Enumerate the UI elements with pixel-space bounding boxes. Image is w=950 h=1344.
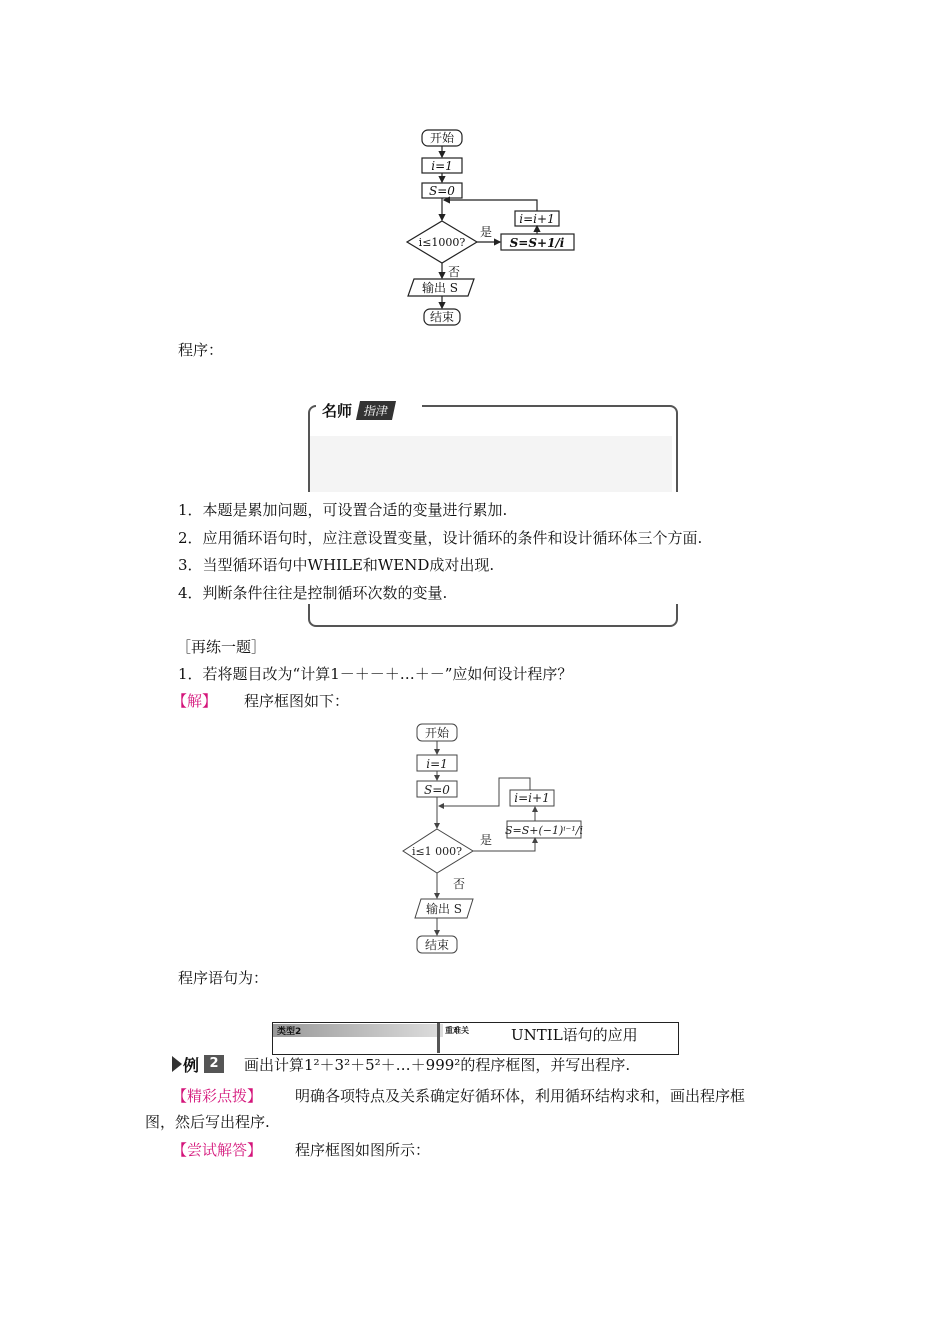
flow1-yes-label: 是 bbox=[479, 225, 493, 239]
tip-item-2: 2．应用循环语句时，应注意设置变量，设计循环的条件和设计循环体三个方面. bbox=[178, 529, 703, 547]
practice-question: 1．若将题目改为“计算1－＋－＋…＋－”应如何设计程序？ bbox=[178, 665, 573, 683]
tip-shade bbox=[310, 436, 672, 492]
tip-item-4: 4．判断条件往往是控制循环次数的变量. bbox=[178, 584, 448, 602]
tip-item-3: 3．当型循环语句中WHILE和WEND成对出现. bbox=[178, 556, 495, 574]
tip-tag: 指津 bbox=[356, 401, 396, 420]
answer-text: 程序框图如下： bbox=[244, 692, 350, 710]
flow2-output: 输出 S bbox=[425, 902, 463, 916]
flow2-condition: i≤1 000? bbox=[411, 845, 463, 858]
flow2-body: S=S+(−1)ⁱ⁻¹/i bbox=[505, 824, 583, 837]
type-tag2: 重难关 bbox=[445, 1026, 469, 1035]
answer-tag: 【解】 bbox=[172, 692, 218, 710]
hint-tag: 【精彩点拨】 bbox=[172, 1087, 263, 1105]
flow2-increment: i=i+1 bbox=[514, 791, 550, 805]
program-label: 程序： bbox=[178, 341, 224, 359]
flow1-condition: i≤1000? bbox=[418, 236, 466, 249]
type-bar bbox=[272, 1022, 679, 1055]
flow2-start: 开始 bbox=[424, 726, 450, 740]
practice-header: ［再练一题］ bbox=[176, 638, 267, 656]
flow2-yes-label: 是 bbox=[479, 833, 493, 847]
flowchart-2 bbox=[395, 720, 595, 960]
flow2-init-i: i=1 bbox=[426, 757, 448, 771]
flow1-output: 输出 S bbox=[421, 281, 459, 295]
flow1-init-i: i=1 bbox=[431, 159, 453, 173]
hint-text-line2: 图，然后写出程序. bbox=[145, 1113, 270, 1131]
program-statement-label: 程序语句为： bbox=[178, 969, 269, 987]
flow1-body: S=S+1/i bbox=[509, 236, 565, 250]
tip-title: 名师 bbox=[322, 402, 353, 420]
example-tag: 例 bbox=[183, 1056, 200, 1075]
attempt-text: 程序框图如图所示： bbox=[295, 1141, 431, 1159]
flow1-increment: i=i+1 bbox=[519, 212, 555, 226]
flow2-init-s: S=0 bbox=[424, 783, 450, 797]
hint-text-line1: 明确各项特点及关系确定好循环体，利用循环结构求和，画出程序框 bbox=[295, 1087, 746, 1105]
example-badge bbox=[172, 1054, 232, 1074]
example-text: 画出计算1²＋3²＋5²＋…＋999²的程序框图，并写出程序. bbox=[244, 1056, 631, 1074]
type-title: UNTIL语句的应用 bbox=[511, 1026, 638, 1044]
flowchart-1 bbox=[400, 120, 600, 335]
tip-item-1: 1．本题是累加问题，可设置合适的变量进行累加. bbox=[178, 501, 508, 519]
flow1-init-s: S=0 bbox=[429, 184, 455, 198]
example-number: 2 bbox=[204, 1055, 224, 1073]
attempt-tag: 【尝试解答】 bbox=[172, 1141, 263, 1159]
flow1-no-label: 否 bbox=[447, 265, 461, 279]
flow2-end: 结束 bbox=[424, 938, 450, 952]
example-arrow-icon bbox=[172, 1056, 182, 1072]
type-tag: 类型2 bbox=[277, 1027, 302, 1037]
flow1-end: 结束 bbox=[429, 310, 455, 324]
flow2-no-label: 否 bbox=[452, 877, 466, 891]
flow1-start: 开始 bbox=[429, 131, 455, 145]
